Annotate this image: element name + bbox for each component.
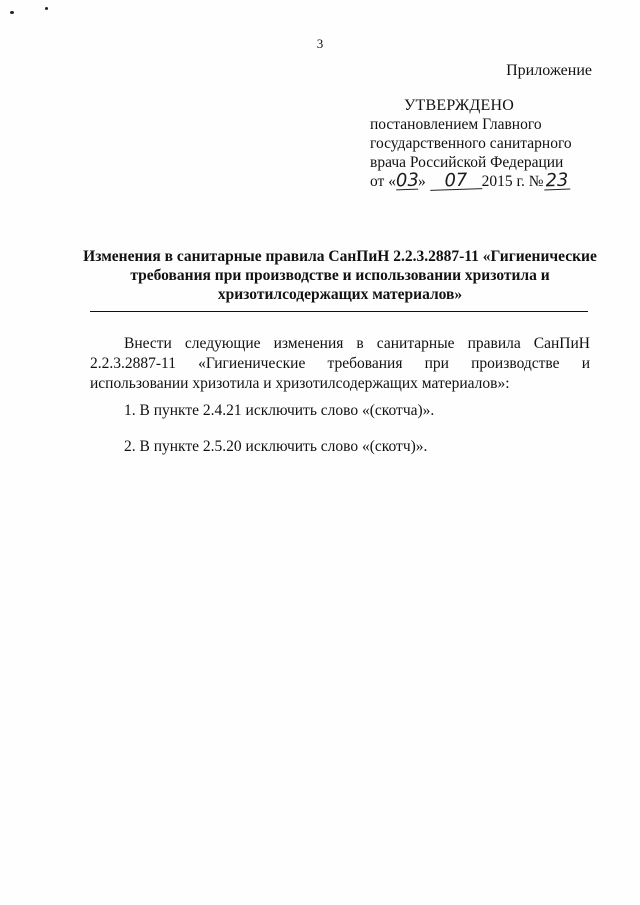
appendix-label: Приложение xyxy=(506,62,592,79)
date-year: 2015 г. № xyxy=(481,173,544,190)
approved-line: государственного санитарного xyxy=(370,135,572,152)
page-number: 3 xyxy=(316,36,324,51)
approval-block xyxy=(370,96,610,191)
approval-date-line xyxy=(370,169,610,192)
approved-line: постановлением Главного xyxy=(370,116,542,133)
handwritten-day: 03 xyxy=(395,169,420,192)
document-title: Изменения в санитарные правила СанПиН 2.2.3.2887-11 «Гигиенические требования при производстве и использовании хризотила и хризотилсодержащих материалов» xyxy=(83,248,597,303)
handwritten-month: 07 xyxy=(429,172,482,191)
change-item: 2. В пункте 2.5.20 исключить слово «(скотч)». xyxy=(124,438,428,455)
intro-paragraph: Внести следующие изменения в санитарные правила СанПиН 2.2.3.2887-11 «Гигиенические требования при производстве и использовании хризотила и хризотилсодержащих материалов»: xyxy=(90,335,590,392)
handwritten-number: 23 xyxy=(544,169,569,192)
approved-line: врача Российской Федерации xyxy=(370,154,564,171)
title-underline xyxy=(90,311,588,312)
change-item: 1. В пункте 2.4.21 исключить слово «(скотча)». xyxy=(124,402,435,419)
scan-speck xyxy=(10,11,14,14)
date-separator: » xyxy=(417,173,430,190)
scan-speck xyxy=(45,7,48,10)
date-prefix: от « xyxy=(370,173,396,190)
approved-title: УТВЕРЖДЕНО xyxy=(404,97,515,114)
